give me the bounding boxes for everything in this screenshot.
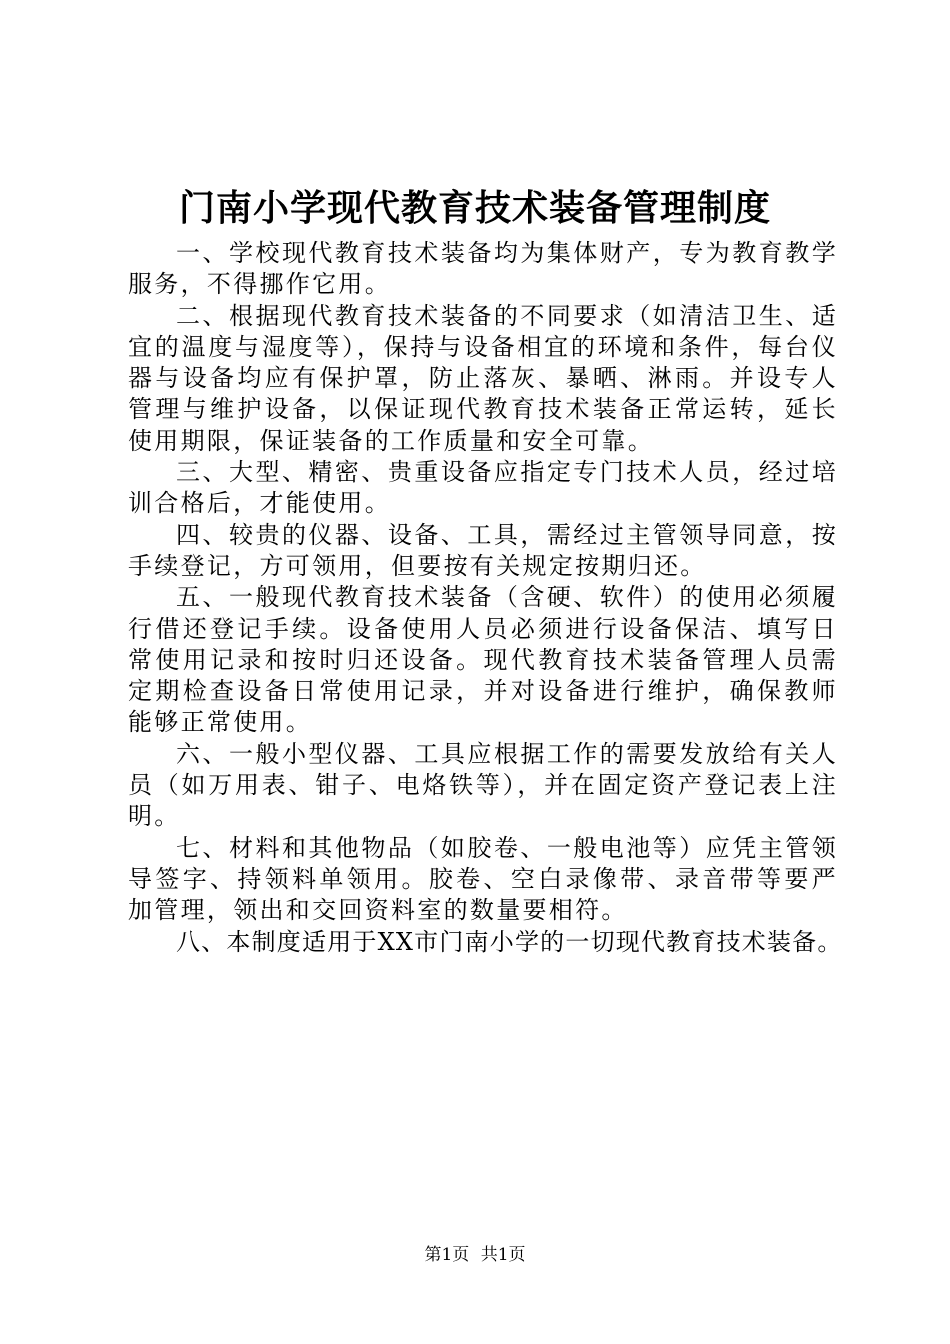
paragraph-5: 五、一般现代教育技术装备（含硬、软件）的使用必须履行借还登记手续。设备使用人员必须进行设备保洁、填写日常使用记录和按时归还设备。现代教育技术装备管理人员需定期检查设备日常使用记录，并对设备进行维护，确保教师能够正常使用。 — [128, 583, 838, 737]
document-title: 门南小学现代教育技术装备管理制度 — [178, 187, 771, 229]
paragraph-8: 八、本制度适用于XX市门南小学的一切现代教育技术装备。 — [176, 927, 843, 956]
page-number-total: 共1页 — [480, 1245, 526, 1265]
paragraph-6: 六、一般小型仪器、工具应根据工作的需要发放给有关人员（如万用表、钳子、电烙铁等），并在固定资产登记表上注明。 — [128, 739, 838, 831]
paragraph-1: 一、学校现代教育技术装备均为集体财产，专为教育教学服务，不得挪作它用。 — [128, 239, 838, 299]
document-body — [128, 238, 843, 958]
paragraph-7: 七、材料和其他物品（如胶卷、一般电池等）应凭主管领导签字、持领料单领用。胶卷、空白录像带、录音带等要严加管理，领出和交回资料室的数量要相符。 — [128, 833, 838, 925]
paragraph-2: 二、根据现代教育技术装备的不同要求（如清洁卫生、适宜的温度与湿度等），保持与设备相宜的环境和条件，每台仪器与设备均应有保护罩，防止落灰、暴晒、淋雨。并设专人管理与维护设备，以保证现代教育技术装备正常运转，延长使用期限，保证装备的工作质量和安全可靠。 — [128, 301, 838, 455]
page-footer — [0, 1243, 950, 1267]
paragraph-3: 三、大型、精密、贵重设备应指定专门技术人员，经过培训合格后，才能使用。 — [128, 458, 838, 518]
page-number-current: 第1页 — [424, 1245, 470, 1265]
paragraph-4: 四、较贵的仪器、设备、工具，需经过主管领导同意，按手续登记，方可领用，但要按有关规定按期归还。 — [128, 520, 838, 580]
